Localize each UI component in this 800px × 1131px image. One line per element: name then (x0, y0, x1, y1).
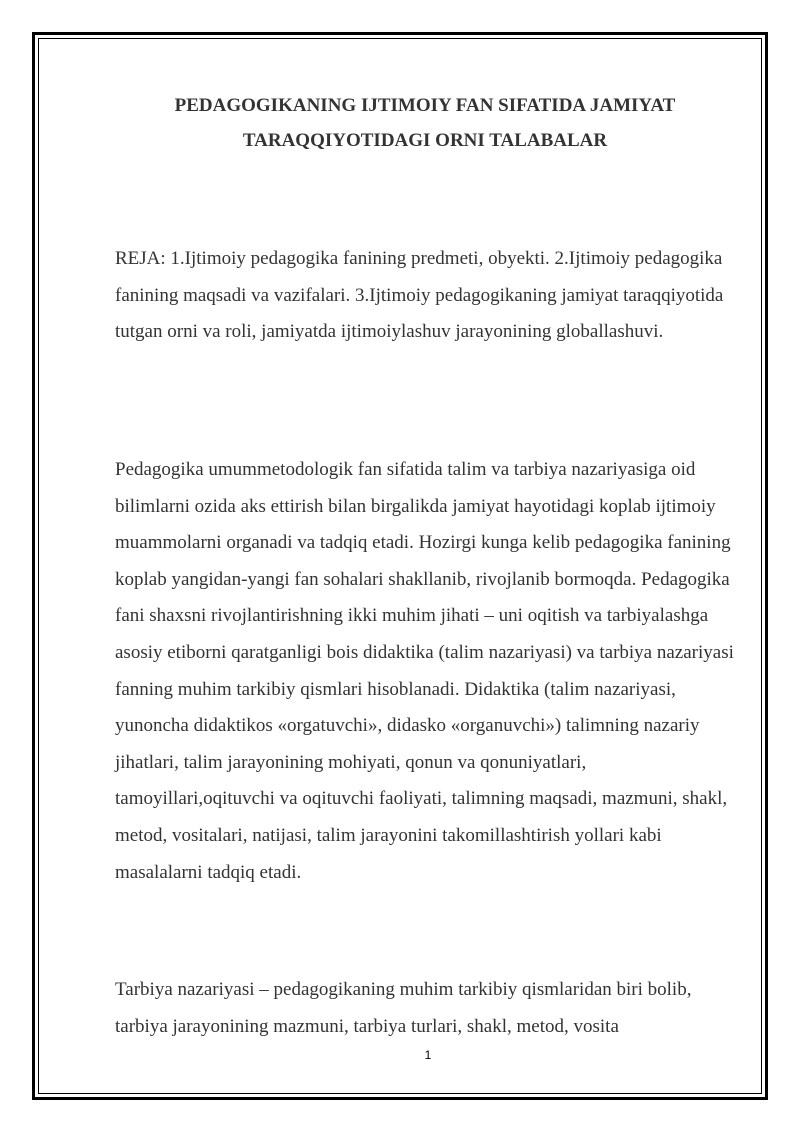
plan-paragraph: REJA: 1.Ijtimoiy pedagogika fanining predmeti, obyekti. 2.Ijtimoiy pedagogika fanining maqsadi va vazifalari. 3.Ijtimoiy pedagogikaning jamiyat taraqqiyotida tutgan orni va roli, jamiyatda ijtimoiylashuv jarayonining globallashuvi. (115, 248, 724, 343)
body-paragraph-2: Tarbiya nazariyasi – pedagogikaning muhim tarkibiy qismlaridan biri bolib, tarbiya jarayonining mazmuni, tarbiya turlari, shakl, metod, vosita (115, 979, 692, 1037)
page-number: 1 (424, 1048, 432, 1062)
body-paragraph-1: Pedagogika umummetodologik fan sifatida talim va tarbiya nazariyasiga oid bilimlarni ozida aks ettirish bilan birgalikda jamiyat hayotidagi koplab ijtimoiy muammolarni organadi va tadqiq etadi. Hozirgi kunga kelib pedagogika fanining koplab yangidan-yangi fan sohalari shakllanib, rivojlanib bormoqda. Pedagogika fani shaxsni rivojlantirishning ikki muhim jihati – uni oqitish va tarbiyalashga asosiy etiborni qaratganligi bois didaktika (talim nazariyasi) va tarbiya nazariyasi fanning muhim tarkibiy qismlari hisoblanadi. Didaktika (talim nazariyasi, yunoncha didaktikos «orgatuvchi», didasko «organuvchi») talimning nazariy jihatlari, talim jarayonining mohiyati, qonun va qonuniyatlari, tamoyillari,oqituvchi va oqituvchi faoliyati, talimning maqsadi, mazmuni, shakl, metod, vositalari, natijasi, talim jarayonini takomillashtirish yollari kabi masalalarni tadqiq etadi. (115, 459, 734, 883)
document-title: PEDAGOGIKANING IJTIMOIY FAN SIFATIDA JAMIYAT TARAQQIYOTIDAGI ORNI TALABALAR (174, 95, 676, 151)
